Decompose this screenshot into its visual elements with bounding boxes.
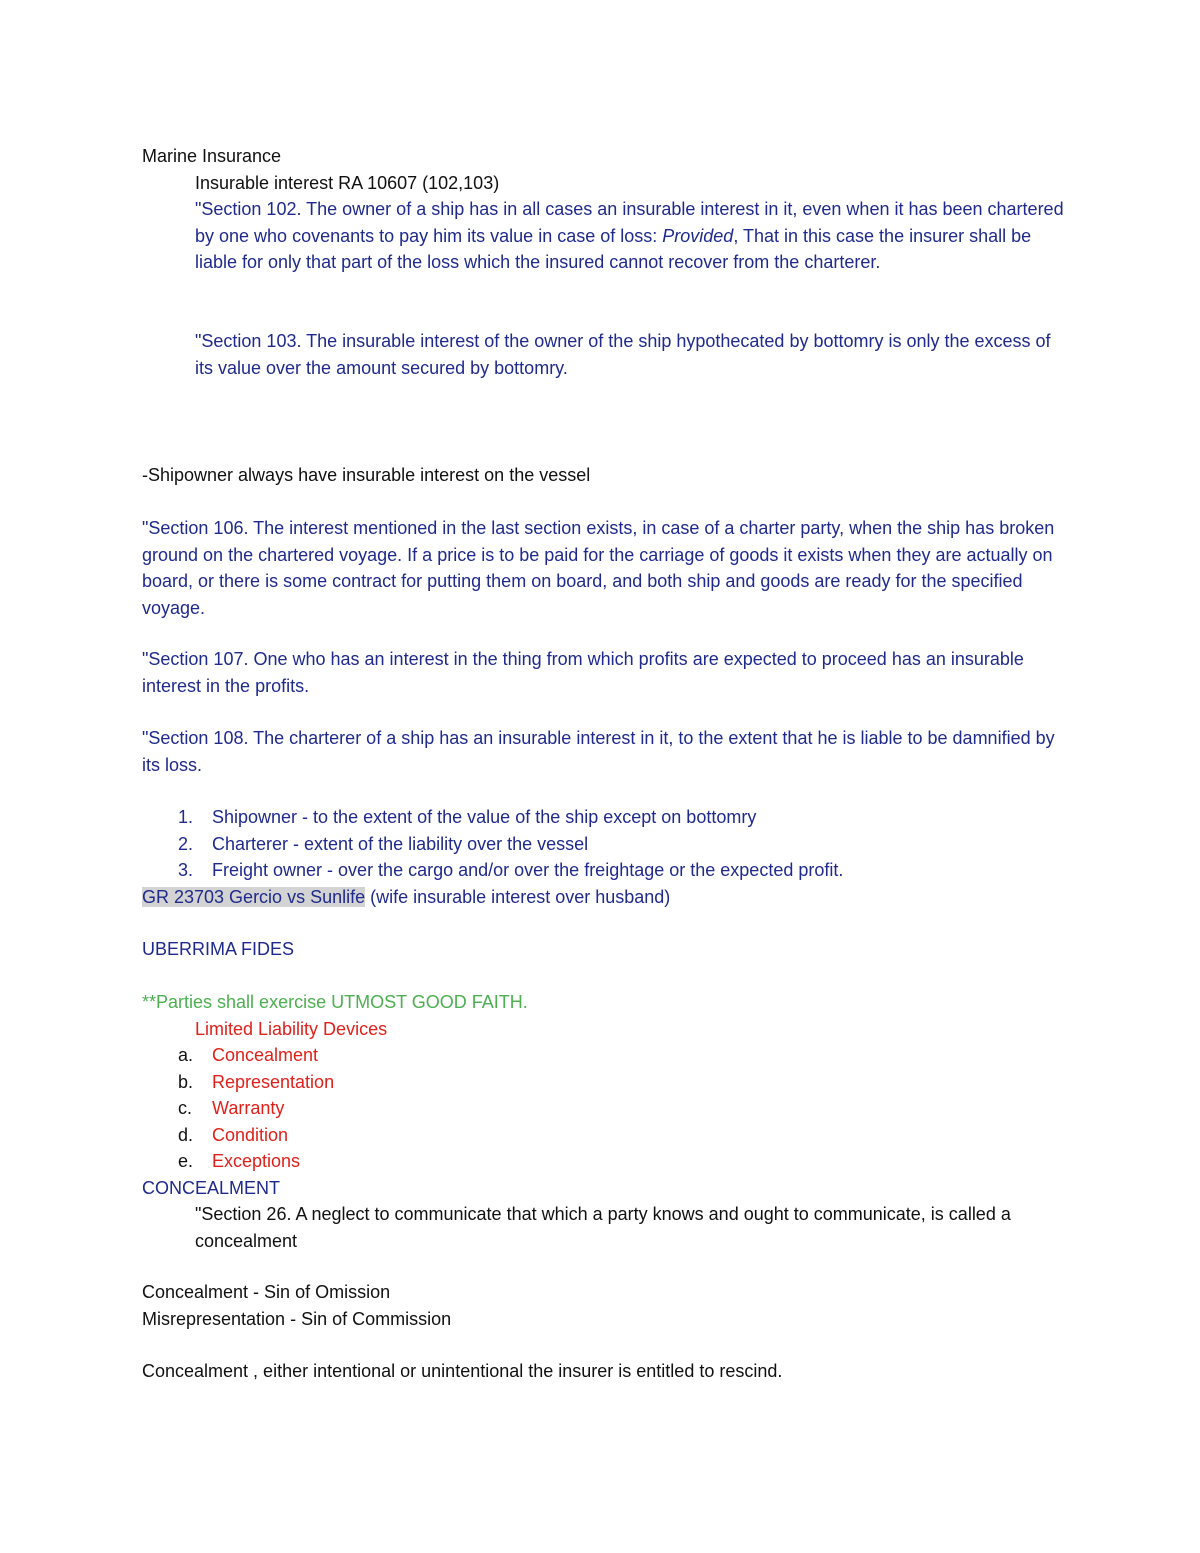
- devices-list: [142, 1042, 1072, 1175]
- concealment-definition: Concealment - Sin of Omission: [142, 1282, 391, 1302]
- list-item: a. Concealment: [178, 1045, 319, 1065]
- list-item: 2. Charterer - extent of the liability over the vessel: [178, 833, 589, 854]
- insurable-interest-heading: Insurable interest RA 10607 (102,103): [195, 172, 500, 193]
- section-102-prefix: "Section 102. The owner of a ship has in all cases an insurable interest in it, even when it has been chartered by one who covenants to pay him its value in case of loss:: [195, 199, 1064, 246]
- shipowner-note-block: [142, 462, 1072, 489]
- list-item: e. Exceptions: [178, 1151, 301, 1171]
- section-106-text: "Section 106. The interest mentioned in the last section exists, in case of a charter party, when the ship has broken ground on the chartered voyage. If a price is to be paid for the carriage of goods it exists when they are actually on board, or there is some contract for putting them on board, and both ship and goods are ready for the specified voyage.: [142, 518, 1055, 618]
- section-102-suffix: , That in this case the insurer shall be liable for only that part of the loss which the insured cannot recover from the charterer.: [195, 225, 1032, 272]
- document-title: Marine Insurance: [142, 146, 282, 166]
- concealment-heading: CONCEALMENT: [142, 1177, 281, 1198]
- section-26-text: "Section 26. A neglect to communicate that which a party knows and ought to communicate, is called a concealment: [195, 1204, 1011, 1251]
- definitions-block: [142, 1279, 1072, 1332]
- section-102-italic: Provided: [662, 225, 734, 246]
- list-item: 3. Freight owner - over the cargo and/or over the freightage or the expected profit.: [178, 860, 844, 880]
- list-item: d. Condition: [178, 1124, 289, 1145]
- misrepresentation-definition: Misrepresentation - Sin of Commission: [142, 1308, 452, 1329]
- gr-case-rest: (wife insurable interest over husband): [365, 886, 671, 907]
- final-note: Concealment , either intentional or unintentional the insurer is entitled to rescind.: [142, 1361, 783, 1381]
- list-item: c. Warranty: [178, 1098, 285, 1118]
- section-106-block: [142, 515, 1072, 621]
- list-item: b. Representation: [178, 1071, 335, 1092]
- section-107-text: "Section 107. One who has an interest in the thing from which profits are expected to proceed has an insurable interest in the profits.: [142, 649, 1024, 696]
- final-note-block: [142, 1358, 1072, 1385]
- gr-case-highlight: GR 23703 Gercio vs Sunlife: [142, 886, 366, 907]
- interest-holders-list: [142, 804, 1072, 884]
- utmost-good-faith-block: [142, 989, 1072, 1254]
- uberrima-block: [142, 936, 1072, 963]
- interest-holders-block: [142, 804, 1072, 910]
- gr-case-line: [142, 884, 1072, 911]
- section-103-block: [142, 328, 1072, 381]
- section-108-text: "Section 108. The charterer of a ship has an insurable interest in it, to the extent that he is liable to be damnified by its loss.: [142, 728, 1055, 775]
- section-marine-insurance: [142, 143, 1072, 276]
- uberrima-heading: UBERRIMA FIDES: [142, 939, 295, 959]
- shipowner-note: -Shipowner always have insurable interest on the vessel: [142, 465, 591, 485]
- section-107-block: [142, 646, 1072, 699]
- utmost-good-faith: **Parties shall exercise UTMOST GOOD FAITH.: [142, 992, 528, 1012]
- section-102-text: [142, 196, 1072, 276]
- limited-liability-heading: Limited Liability Devices: [195, 1018, 388, 1039]
- section-108-block: [142, 725, 1072, 778]
- list-item: 1. Shipowner - to the extent of the value of the ship except on bottomry: [178, 807, 757, 827]
- section-103-text: "Section 103. The insurable interest of the owner of the ship hypothecated by bottomry is only the excess of its value over the amount secured by bottomry.: [195, 331, 1051, 378]
